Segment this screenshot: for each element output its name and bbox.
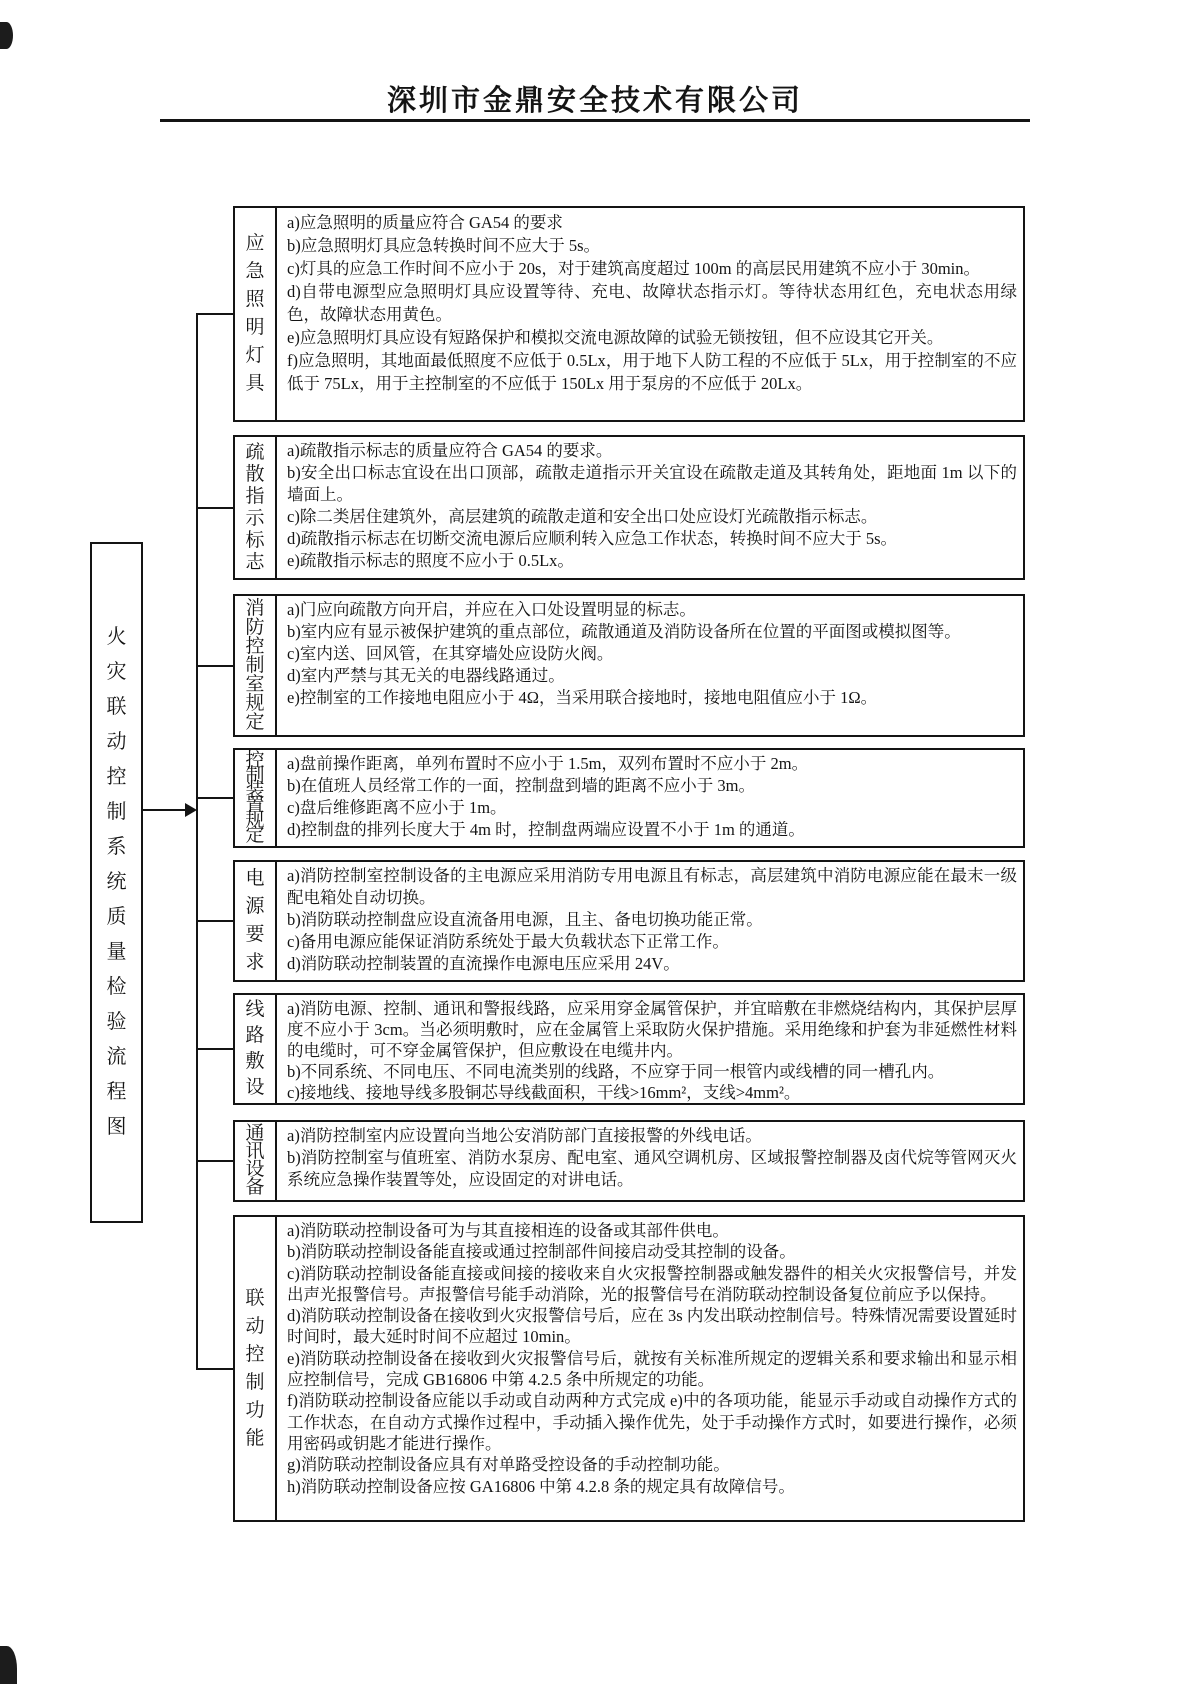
node-content (277, 208, 1023, 420)
node-item: a)消防联动控制设备可为与其直接相连的设备或其部件供电。 (287, 1221, 729, 1240)
node-item: f)消防联动控制设备应能以手动或自动两种方式完成 e)中的各项功能，能显示手动或自动操作方式的工作状态，在自动方式操作过程中，手动插入操作优先，处于手动操作方式时，如要进行操作，必须用密码或钥匙才能进行操作。 (287, 1391, 1017, 1453)
flow-node (233, 993, 1025, 1105)
node-label-cell (235, 208, 277, 420)
node-item: d)室内严禁与其无关的电器线路通过。 (287, 666, 565, 685)
node-label: 消防控制室规定 (245, 598, 265, 733)
flow-node (233, 206, 1025, 422)
node-item: d)疏散指示标志在切断交流电源后应顺利转入应急工作状态，转换时间不应大于 5s。 (287, 529, 898, 548)
node-item: d)消防联动控制装置的直流操作电源电压应采用 24V。 (287, 954, 680, 973)
node-label: 通讯设备 (245, 1123, 265, 1198)
node-item: b)应急照明灯具应急转换时间不应大于 5s。 (287, 236, 601, 255)
node-item: d)消防联动控制设备在接收到火灾报警信号后，应在 3s 内发出联动控制信号。特殊情况需要设置延时时间时，最大延时时间不应超过 10min。 (287, 1306, 1017, 1347)
node-item: c)备用电源应能保证消防系统处于最大负载状态下正常工作。 (287, 932, 729, 951)
node-label: 联动控制功能 (245, 1287, 265, 1449)
node-content (277, 437, 1023, 578)
node-label: 线路敷设 (245, 999, 265, 1098)
node-content (277, 750, 1023, 846)
node-item: c)室内送、回风管，在其穿墙处应设防火阀。 (287, 644, 614, 663)
node-label-cell (235, 596, 277, 735)
node-item: c)消防联动控制设备能直接或间接的接收来自火灾报警控制器或触发器件的相关火灾报警信号，并发出声光报警信号。声报警信号能手动消除，光的报警信号在消防联动控制设备复位前应予以保持。 (287, 1263, 1017, 1304)
node-item: d)自带电源型应急照明灯具应设置等待、充电、故障状态指示灯。等待状态用红色，充电状态用绿色，故障状态用黄色。 (287, 282, 1017, 324)
node-item: c)接地线、接地导线多股铜芯导线截面积，干线>16mm²，支线>4mm²。 (287, 1083, 801, 1102)
connector-branch-line (197, 313, 234, 315)
node-item: c)除二类居住建筑外，高层建筑的疏散走道和安全出口处应设灯光疏散指示标志。 (287, 507, 878, 526)
node-item: f)应急照明，其地面最低照度不应低于 0.5Lx，用于地下人防工程的不应低于 5Lx，用于控制室的不应低于 75Lx，用于主控制室的不应低于 150Lx 用于泵房的不应低于 20Lx。 (287, 351, 1017, 393)
connector-arrow-head-icon (185, 803, 197, 817)
node-item: c)灯具的应急工作时间不应小于 20s，对于建筑高度超过 100m 的高层民用建筑不应小于 30min。 (287, 259, 980, 278)
node-content (277, 1217, 1023, 1520)
node-item: a)消防电源、控制、通讯和警报线路，应采用穿金属管保护，并宜暗敷在非燃烧结构内，其保护层厚度不应小于 3cm。当必须明敷时，应在金属管上采取防火保护措施。采用绝缘和护套为非延燃性材料的电缆时，可不穿金属管保护，但应敷设在电缆井内。 (287, 999, 1017, 1060)
connector-branch-line (197, 665, 234, 667)
node-item: d)控制盘的排列长度大于 4m 时，控制盘两端应设置不小于 1m 的通道。 (287, 820, 805, 839)
node-content (277, 596, 1023, 735)
connector-branch-line (197, 1368, 234, 1370)
node-label-cell (235, 1217, 277, 1520)
node-label-cell (235, 1122, 277, 1200)
node-item: b)消防联动控制设备能直接或通过控制部件间接启动受其控制的设备。 (287, 1242, 796, 1262)
node-item: c)盘后维修距离不应小于 1m。 (287, 798, 507, 817)
scan-artifact-bottom-left (0, 1646, 17, 1684)
node-item: b)在值班人员经常工作的一面，控制盘到墙的距离不应小于 3m。 (287, 776, 755, 795)
flow-node (233, 860, 1025, 982)
node-item: a)盘前操作距离，单列布置时不应小于 1.5m，双列布置时不应小于 2m。 (287, 754, 809, 773)
connector-branch-line (197, 507, 234, 509)
node-content (277, 995, 1023, 1103)
node-item: b)室内应有显示被保护建筑的重点部位，疏散通道及消防设备所在位置的平面图或模拟图等。 (287, 622, 961, 641)
connector-branch-line (197, 1048, 234, 1050)
node-item: h)消防联动控制设备应按 GA16806 中第 4.2.8 条的规定具有故障信号。 (287, 1476, 795, 1496)
connector-branch-line (197, 797, 234, 799)
flow-node (233, 748, 1025, 848)
node-label-cell (235, 862, 277, 980)
node-label: 控制装置规定 (245, 750, 265, 846)
node-item: a)疏散指示标志的质量应符合 GA54 的要求。 (287, 441, 613, 460)
flowchart-root-node (90, 542, 143, 1223)
node-item: a)消防控制室内应设置向当地公安消防部门直接报警的外线电话。 (287, 1126, 762, 1145)
node-label: 疏散指示标志 (245, 441, 265, 573)
node-item: e)疏散指示标志的照度不应小于 0.5Lx。 (287, 551, 574, 570)
flowchart-root-label: 火灾联动控制系统质量检验流程图 (106, 626, 127, 1138)
flow-node (233, 1215, 1025, 1522)
connector-branch-line (197, 1160, 234, 1162)
node-content (277, 1122, 1023, 1200)
node-label: 应急照明灯具 (245, 233, 265, 394)
node-item: b)消防控制室与值班室、消防水泵房、配电室、通风空调机房、区域报警控制器及卤代烷等管网灭火系统应急操作装置等处，应设固定的对讲电话。 (287, 1148, 1017, 1189)
connector-branch-line (197, 920, 234, 922)
scan-artifact-top-left (0, 22, 13, 49)
node-content (277, 862, 1023, 980)
node-item: e)控制室的工作接地电阻应小于 4Ω，当采用联合接地时，接地电阻值应小于 1Ω。 (287, 688, 878, 707)
node-item: b)安全出口标志宜设在出口顶部，疏散走道指示开关宜设在疏散走道及其转角处，距地面 1m 以下的墙面上。 (287, 463, 1017, 504)
node-item: a)门应向疏散方向开启，并应在入口处设置明显的标志。 (287, 600, 696, 619)
connector-trunk-line (196, 313, 198, 1370)
node-label: 电源要求 (245, 868, 265, 973)
node-item: a)消防控制室控制设备的主电源应采用消防专用电源且有标志，高层建筑中消防电源应能在最末一级配电箱处自动切换。 (287, 866, 1017, 907)
node-item: b)消防联动控制盘应设直流备用电源，且主、备电切换功能正常。 (287, 910, 763, 929)
node-label-cell (235, 437, 277, 578)
node-item: b)不同系统、不同电压、不同电流类别的线路，不应穿于同一根管内或线槽的同一槽孔内。 (287, 1062, 945, 1081)
node-item: e)应急照明灯具应设有短路保护和模拟交流电源故障的试验无锁按钮，但不应设其它开关。 (287, 328, 944, 347)
flow-node (233, 594, 1025, 737)
connector-arrow-shaft (143, 809, 187, 811)
node-item: g)消防联动控制设备应具有对单路受控设备的手动控制功能。 (287, 1455, 730, 1475)
node-item: e)消防联动控制设备在接收到火灾报警信号后，就按有关标准所规定的逻辑关系和要求输出和显示相应控制信号，完成 GB16806 中第 4.2.5 条中所规定的功能。 (287, 1348, 1017, 1390)
node-item: a)应急照明的质量应符合 GA54 的要求 (287, 213, 563, 232)
page-title: 深圳市金鼎安全技术有限公司 (386, 85, 803, 117)
node-label-cell (235, 995, 277, 1103)
node-label-cell (235, 750, 277, 846)
header-rule (160, 119, 1030, 122)
flow-node (233, 1120, 1025, 1202)
flow-node (233, 435, 1025, 580)
